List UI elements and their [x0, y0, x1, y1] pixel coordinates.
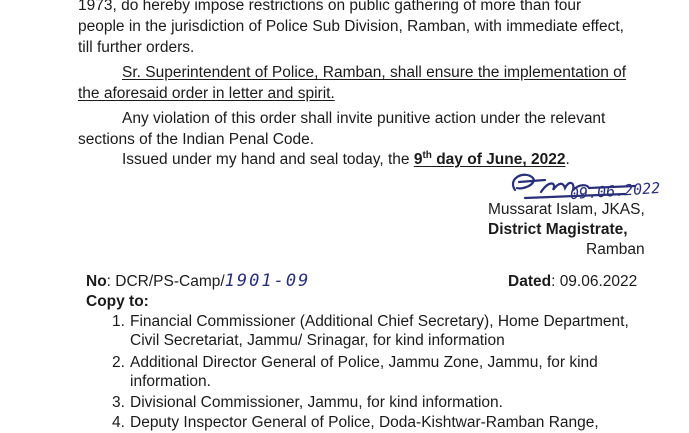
- copy-item-2-cont: information.: [130, 373, 211, 390]
- copy-item-number: 4.: [112, 414, 125, 431]
- issued-prefix: Issued under my hand and seal today, the: [122, 151, 414, 168]
- order-number: [86, 271, 310, 292]
- order-line-3: till further orders.: [78, 39, 195, 56]
- dated-label: Dated: [508, 273, 552, 290]
- copy-item-text: Financial Commissioner (Additional Chief Secretary), Home Department,: [130, 313, 629, 330]
- copy-item-text: Deputy Inspector General of Police, Doda-Kishtwar-Ramban Range,: [130, 414, 599, 431]
- signatory-place: Ramban: [586, 241, 645, 258]
- handwritten-date: 09.06.2022: [569, 178, 661, 204]
- issued-day-suffix: th: [422, 149, 432, 161]
- copy-item-number: 1.: [112, 313, 125, 330]
- dated: [508, 271, 637, 292]
- issued-day: 9: [413, 151, 423, 168]
- violation-line-1: Any violation of this order shall invite punitive action under the relevant: [122, 110, 606, 127]
- issued-date: [414, 151, 566, 168]
- ssp-line-2: the aforesaid order in letter and spirit.: [78, 85, 335, 102]
- violation-line-2: sections of the Indian Penal Code.: [78, 131, 315, 148]
- copy-item-text: Additional Director General of Police, Jammu Zone, Jammu, for kind: [130, 354, 598, 371]
- copy-item-2: [112, 352, 598, 373]
- issued-rest: day of June, 2022: [431, 151, 566, 168]
- copy-item-1: [112, 311, 629, 332]
- order-line-1: 1973, do hereby impose restrictions on public gathering of more than four: [78, 0, 582, 14]
- copy-item-number: 2.: [112, 354, 125, 371]
- signatory-name: Mussarat Islam, JKAS,: [488, 201, 645, 218]
- no-label: No: [86, 273, 107, 290]
- no-handwritten: 1901-09: [224, 271, 311, 291]
- no-text: : DCR/PS-Camp/: [106, 273, 225, 290]
- copy-item-3: [112, 392, 503, 413]
- ssp-line-1: Sr. Superintendent of Police, Ramban, shall ensure the implementation of: [122, 64, 627, 81]
- dated-value: : 09.06.2022: [551, 273, 638, 290]
- issued-end: .: [565, 151, 570, 168]
- order-line-2: people in the jurisdiction of Police Sub Division, Ramban, with immediate effect,: [78, 18, 624, 35]
- copy-item-1-cont: Civil Secretariat, Jammu/ Srinagar, for kind information: [130, 332, 505, 349]
- copy-item-text: Divisional Commissioner, Jammu, for kind information.: [130, 394, 503, 411]
- copy-to-heading: Copy to:: [86, 293, 149, 310]
- issued-line: [122, 149, 570, 170]
- signatory-title: District Magistrate,: [488, 221, 628, 238]
- copy-item-number: 3.: [112, 394, 125, 411]
